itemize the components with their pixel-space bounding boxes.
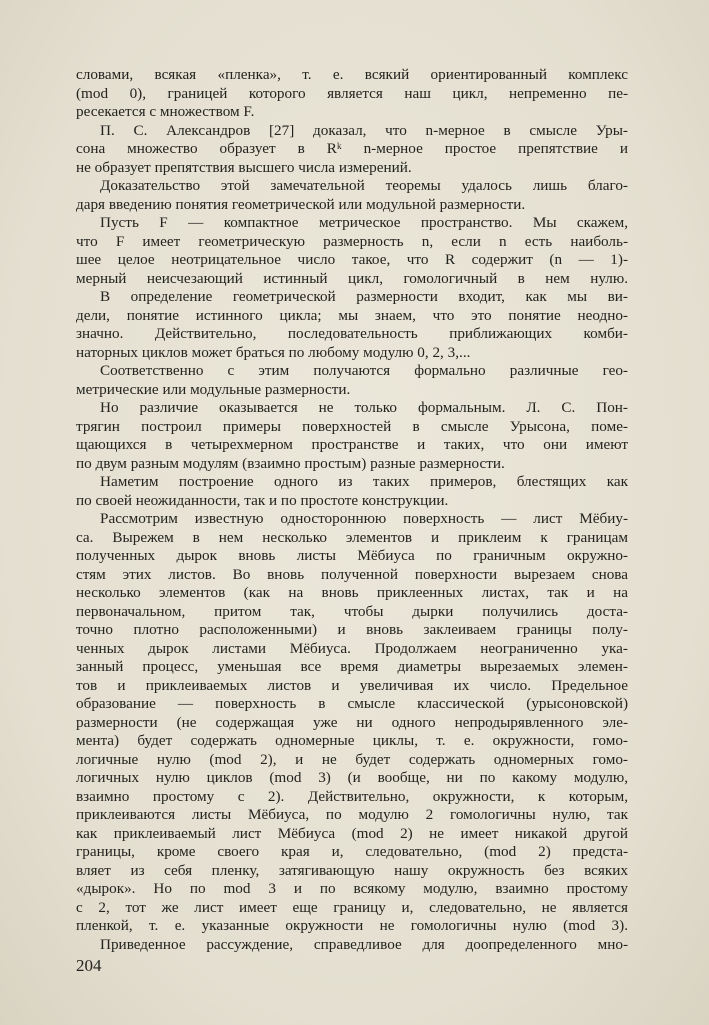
text-line: «дырок». Но по mod 3 и по всякому модулю, взаимно простому [76,880,628,897]
text-line: щающихся в четырехмерном пространстве и таких, что они имеют [76,436,628,453]
text-line: даря введению понятия геометрической или модульной размерности. [76,195,526,213]
text-line: (mod 0), границей которого является наш цикл, непременно пе- [76,84,628,102]
text-line: тов и приклеиваемых листов и увеличивая их число. Предельное [76,676,628,694]
text-line: взаимно простому с 2). Действительно, окружности, к которым, [76,787,628,805]
text-line: Соответственно с этим получаются формально различные гео- [100,362,628,379]
text-line: метрические или модульные размерности. [76,380,351,398]
text-line: не образует препятствия высшего числа измерений. [76,158,412,176]
text-line: мента) будет содержать одномерные циклы, т. е. окружности, гомо- [76,732,628,749]
page-text [76,66,628,954]
text-line: Наметим построение одного из таких примеров, блестящих как [100,473,628,490]
text-line: Но различие оказывается не только формальным. Л. С. Пон- [100,399,628,416]
text-line: по своей неожиданности, так и по простоте конструкции. [76,491,449,509]
text-line: П. С. Александров [27] доказал, что n-мерное в смысле Уры- [100,121,628,139]
text-line: что F имеет геометрическую размерность n, если n есть наиболь- [76,232,628,250]
text-line: с 2, тот же лист имеет еще границу и, следовательно, не является [76,898,628,916]
text-line: мерный неисчезающий истинный цикл, гомологичный в нем нулю. [76,269,628,287]
text-line: трягин построил примеры поверхностей в смысле Урысона, поме- [76,417,628,435]
text-line: Приведенное рассуждение, справедливое для доопределенного мно- [100,935,628,953]
text-line: Рассмотрим известную одностороннюю поверхность — лист Мёбиу- [100,510,628,527]
text-line: образование — поверхность в смысле классической (урысоновской) [76,695,628,712]
text-line: стям этих листов. Во вновь полученной поверхности вырезаем снова [76,565,628,583]
text-line: наторных циклов может браться по любому модулю 0, 2, 3,... [76,343,471,361]
text-line: ченных дырок листами Мёбиуса. Продолжаем неограниченно ука- [76,639,628,657]
text-line: первоначальном, притом так, чтобы дырки получились доста- [76,602,628,620]
text-line: шее целое неотрицательное число такое, что R содержит (n — 1)- [76,251,628,268]
text-line: логичных нулю циклов (mod 3) (и вообще, ни по какому модулю, [76,769,628,786]
text-line: Доказательство этой замечательной теоремы удалось лишь благо- [100,177,628,194]
text-line: точно плотно расположенными) и вновь заклеиваем границы полу- [76,621,628,638]
text-line: границы, кроме своего края и, следовательно, (mod 2) предста- [76,843,628,860]
text-line: логичные нулю (mod 2), и не будет содержать одномерных гомо- [76,750,628,768]
page-number: 204 [76,956,102,975]
text-line: приклеиваются листы Мёбиуса, по модулю 2 гомологичны нулю, так [76,806,628,823]
text-line: по двум разным модулям (взаимно простым) разные размерности. [76,454,505,472]
text-line: са. Вырежем в нем несколько элементов и приклеим к границам [76,528,628,546]
text-line: словами, всякая «пленка», т. е. всякий ориентированный комплекс [76,66,628,83]
text-line: В определение геометрической размерности входит, как мы ви- [100,288,628,305]
text-line: пленкой, т. е. указанные окружности не гомологичны нулю (mod 3). [76,917,628,934]
text-line: несколько элементов (как на вновь приклеенных листах, так и на [76,584,628,601]
text-line: сона множество образует в Rᵏ n-мерное простое препятствие и [76,140,628,157]
text-line: дели, понятие истинного цикла; мы знаем, что это понятие неодно- [76,306,628,324]
text-line: ресекается с множеством F. [76,103,255,120]
text-line: Пусть F — компактное метрическое пространство. Мы скажем, [100,214,628,231]
text-line: занный процесс, уменьшая все время диаметры вырезаемых элемен- [76,658,628,675]
text-line: размерности (не содержащая уже ни одного непродырявленного эле- [76,713,628,731]
text-line: как приклеиваемый лист Мёбиуса (mod 2) не имеет никакой другой [76,824,628,842]
text-line: полученных дырок вновь листы Мёбиуса по граничным окружно- [76,547,628,564]
text-line: вляет из себя пленку, затягивающую нашу окружность без всяких [76,861,628,879]
text-line: значно. Действительно, последовательность приближающих комби- [76,325,628,342]
